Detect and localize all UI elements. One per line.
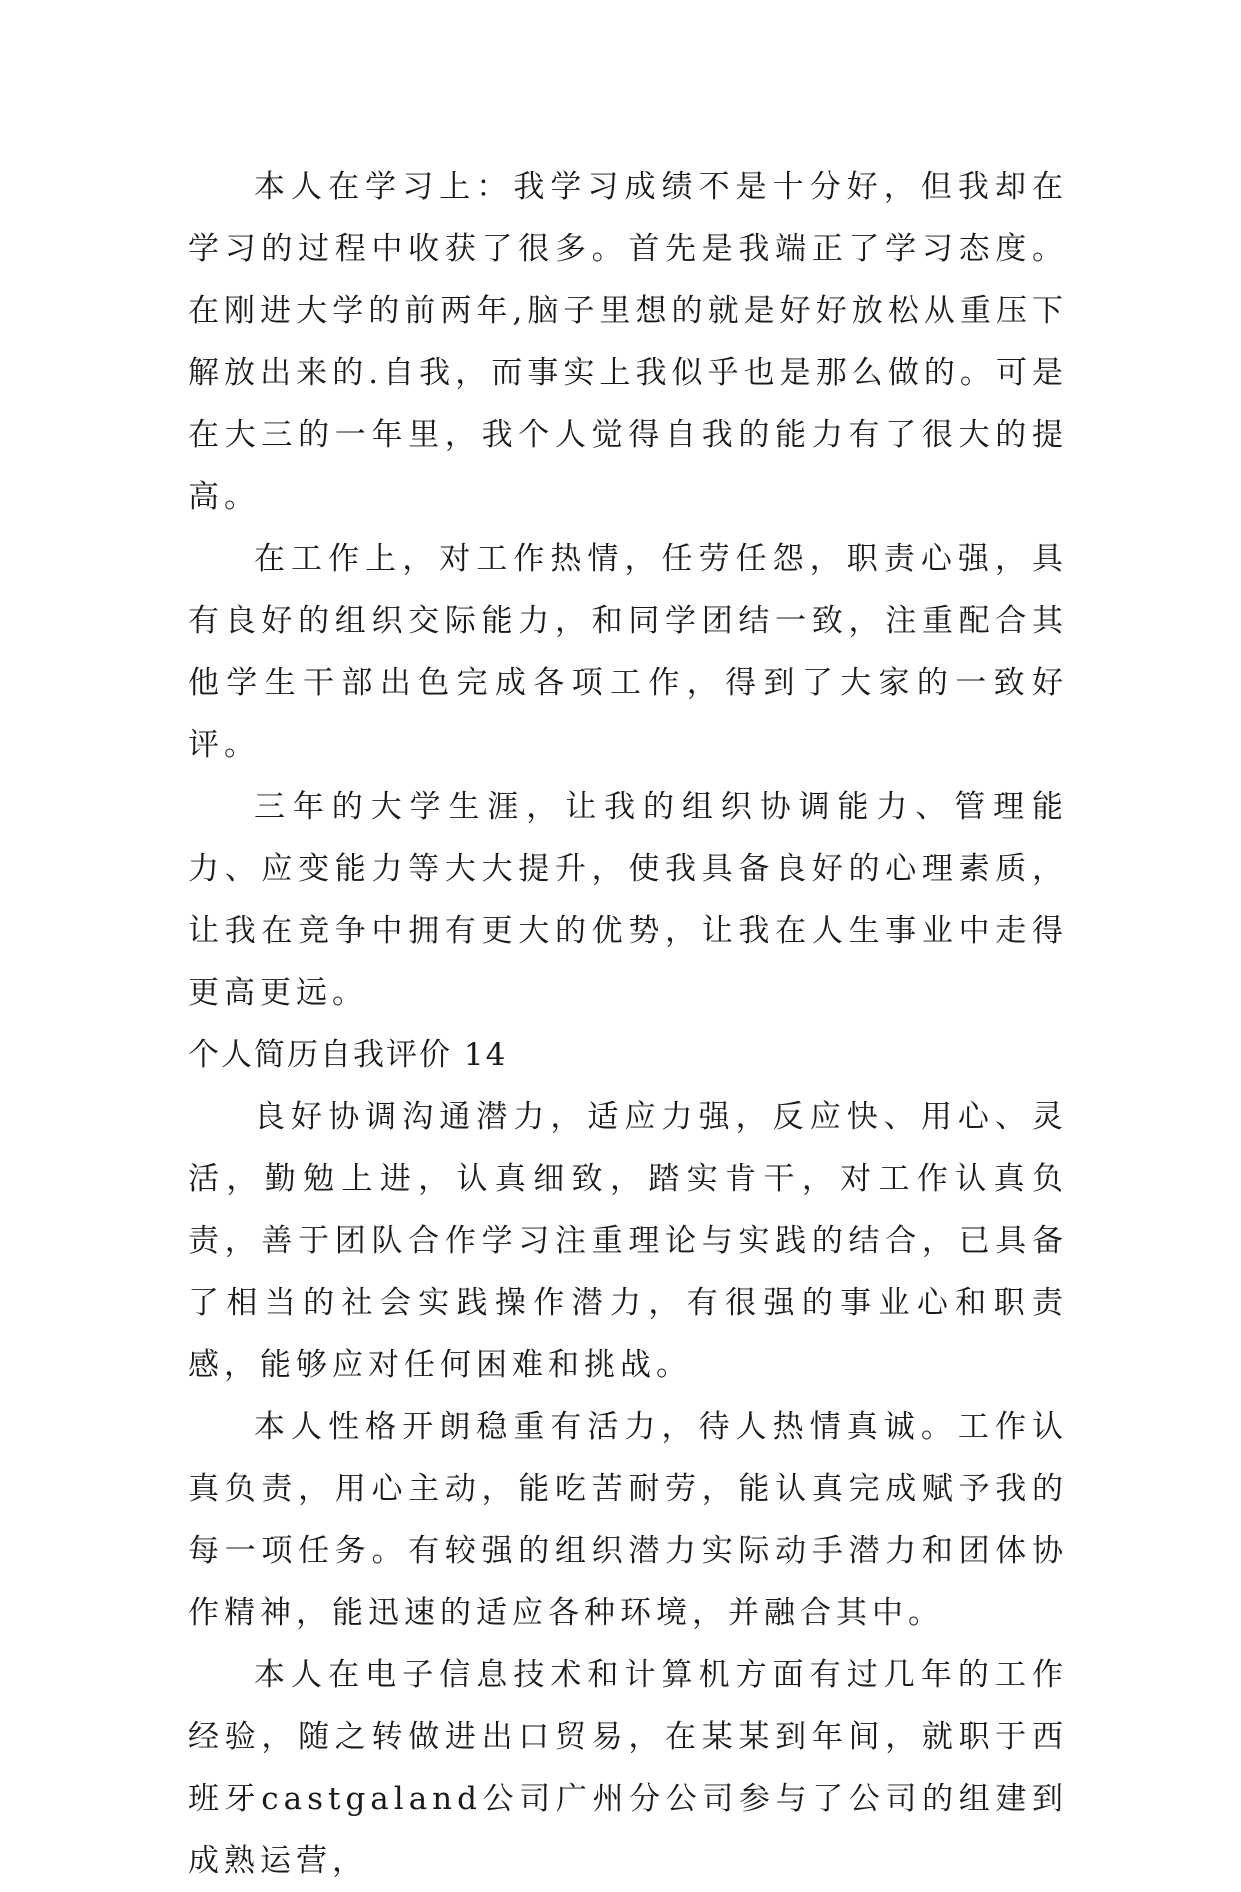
paragraph-experience: 本人在电子信息技术和计算机方面有过几年的工作经验，随之转做进出口贸易，在某某到年间，就职于西班牙castgaland公司广州分公司参与了公司的组建到成熟运营， [188, 1657, 1068, 1879]
paragraph-communication: 良好协调沟通潜力，适应力强，反应快、用心、灵活，勤勉上进，认真细致，踏实肯干，对工作认真负责，善于团队合作学习注重理论与实践的结合，已具备了相当的社会实践操作潜力，有很强的事业心和职责感，能够应对任何困难和挑战。 [188, 1099, 1068, 1383]
paragraph-work: 在工作上，对工作热情，任劳任怨，职责心强，具有良好的组织交际能力，和同学团结一致，注重配合其他学生干部出色完成各项工作，得到了大家的一致好评。 [188, 541, 1068, 763]
document-body [188, 156, 1068, 1892]
section-heading: 个人简历自我评价 14 [188, 1037, 508, 1073]
paragraph-college-years: 三年的大学生涯，让我的组织协调能力、管理能力、应变能力等大大提升，使我具备良好的心理素质，让我在竞争中拥有更大的优势，让我在人生事业中走得更高更远。 [188, 789, 1068, 1011]
paragraph-personality: 本人性格开朗稳重有活力，待人热情真诚。工作认真负责，用心主动，能吃苦耐劳，能认真完成赋予我的每一项任务。有较强的组织潜力实际动手潜力和团体协作精神，能迅速的适应各种环境，并融合其中。 [188, 1409, 1068, 1631]
paragraph-study: 本人在学习上：我学习成绩不是十分好，但我却在学习的过程中收获了很多。首先是我端正了学习态度。在刚进大学的前两年,脑子里想的就是好好放松从重压下解放出来的.自我，而事实上我似乎也是那么做的。可是在大三的一年里，我个人觉得自我的能力有了很大的提高。 [188, 169, 1068, 515]
